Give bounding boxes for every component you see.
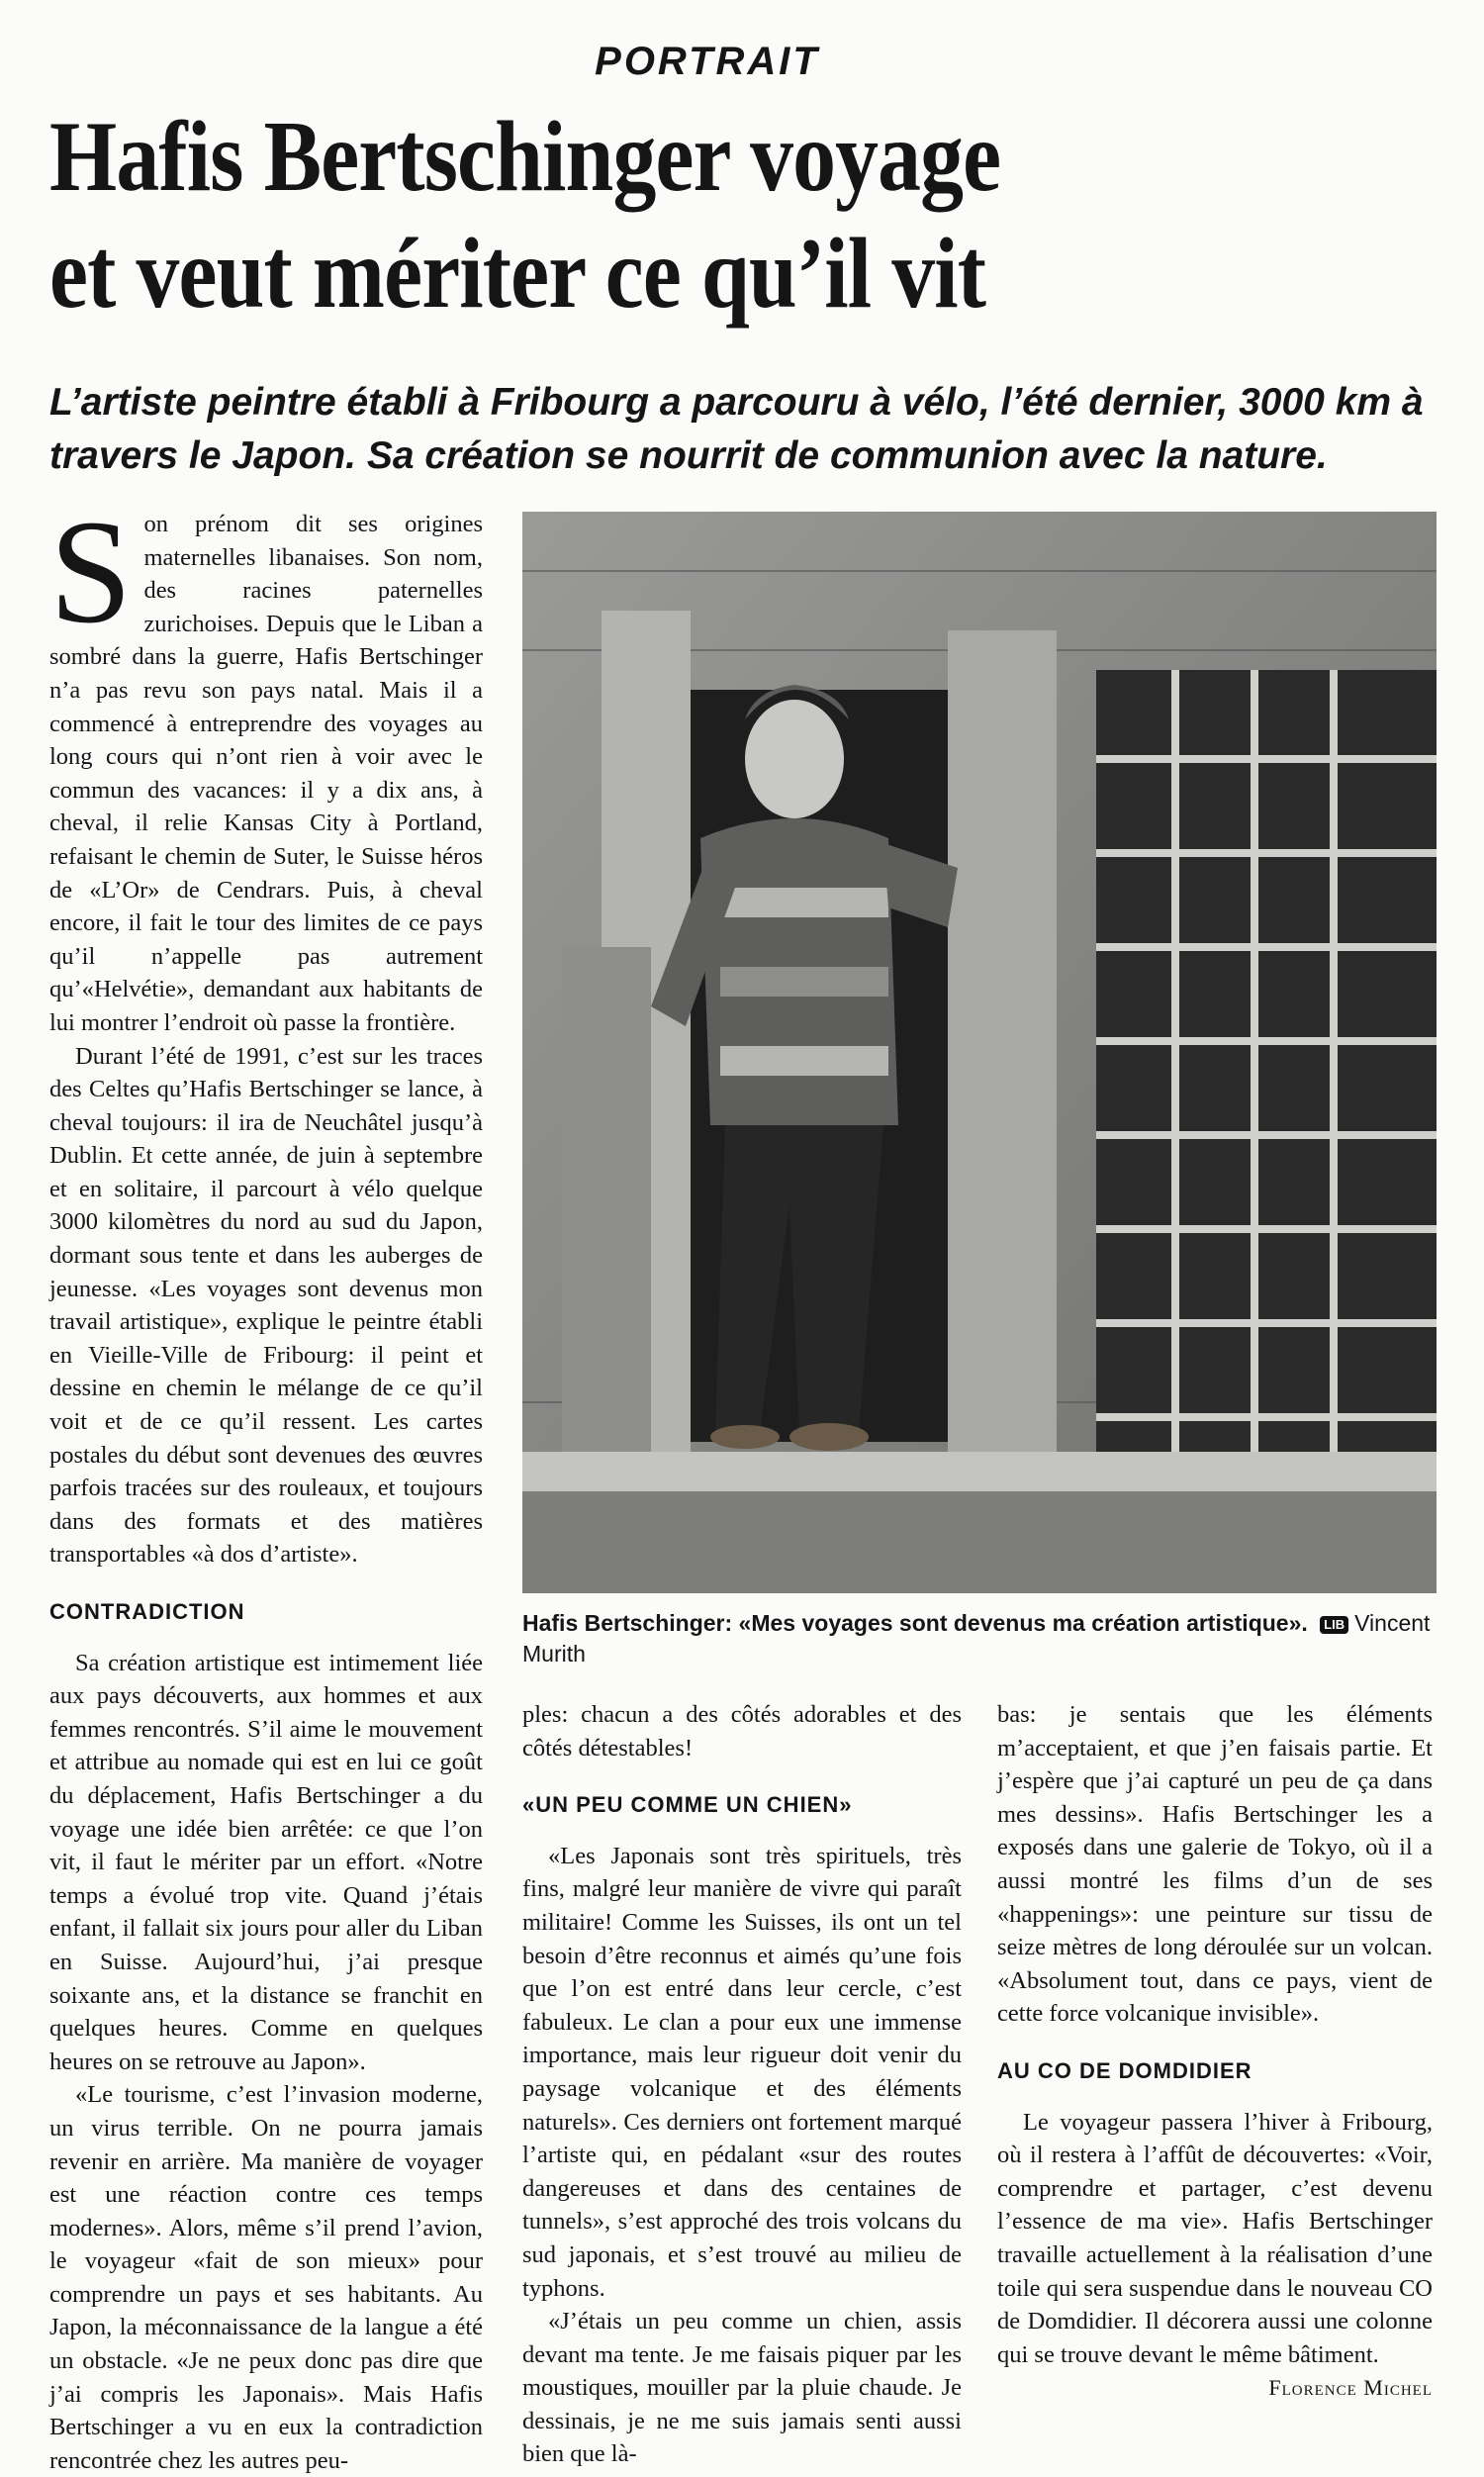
portrait-photo	[522, 512, 1437, 1593]
article-column-3	[997, 1698, 1433, 2371]
subheading: «UN PEU COMME UN CHIEN»	[522, 1792, 853, 1818]
caption-text: Hafis Bertschinger: «Mes voyages sont devenus ma création artistique».	[522, 1610, 1308, 1636]
article-column-1	[49, 490, 483, 2477]
photo-credit: Vincent Murith	[522, 1610, 1431, 1667]
paragraph: bas: je sentais que les éléments m’acceptaient, et que j’en faisais partie. Et j’espère que j’ai capturé un peu de ça dans mes dessins». Hafis Bertschinger les a exposés dans une galerie de Tokyo, où il a aussi montré les films d’un de ses «happenings»: une peinture sur tissu de seize mètres de long déroulée sur un volcan. «Absolument tout, dans ce pays, vient de cette force volcanique invisible».	[997, 1701, 1433, 2028]
photo-caption	[522, 1608, 1437, 1669]
agency-logo: LIB	[1320, 1616, 1348, 1634]
paragraph: Sa création artistique est intimement liée aux pays découverts, aux hommes et aux femmes rencontrés. S’il aime le mouvement et attribue au nomade qui est en lui ce goût du déplacement, Hafis Bertschinger a du voyage une idée bien arrêtée: ce que l’on vit, il faut le mériter par un effort. «Notre temps a évolué trop vite. Quand j’étais enfant, il fallait six jours pour aller du Liban en Suisse. Aujourd’hui, j’ai presque soixante ans, et la distance se franchit en quelques heures. Comme en quelques heures on se retrouve au Japon».	[49, 1649, 483, 2075]
standfirst: L’artiste peintre établi à Fribourg a parcouru à vélo, l’été dernier, 3000 km à travers le Japon. Sa création se nourrit de communion avec la nature.	[49, 381, 1424, 477]
paragraph: Le voyageur passera l’hiver à Fribourg, où il restera à l’affût de découvertes: «Voir, comprendre et partager, c’est devenu l’essence de ma vie». Hafis Bertschinger travaille actuellement à la réalisation d’une toile qui sera suspendue dans le nouveau CO de Domdidier. Il décorera aussi une colonne qui se trouve devant le même bâtiment.	[997, 2108, 1433, 2368]
paragraph-text: on prénom dit ses origines maternelles libanaises. Son nom, des racines paternelles zurichoises. Depuis que le Liban a sombré dans la guerre, Hafis Bertschinger n’a pas revu son pays natal. Mais il a commencé à entreprendre des voyages au long cours qui n’ont rien à voir avec le commun des vacances: il y a dix ans, à cheval, il relie Kansas City à Portland, refaisant le chemin de Suter, le Suisse héros de «L’Or» de Cendrars. Puis, à cheval encore, il fait le tour des limites de ce pays qu’il n’appelle pas autrement qu’«Helvétie», demandant aux habitants de lui montrer l’endroit où passe la frontière.	[49, 511, 483, 1036]
subheading: CONTRADICTION	[49, 1599, 245, 1624]
paragraph: «Les Japonais sont très spirituels, très fins, malgré leur manière de vivre qui paraît militaire! Comme les Suisses, ils ont un tel besoin d’être reconnus et aimés qu’une fois que l’on est entré dans leur cercle, c’est fabuleux. Le clan a pour eux une immense importance, mais leur rigueur doit venir du paysage volcanique et des éléments naturels». Ces derniers ont fortement marqué l’artiste qui, en pédalant «sur des routes dangereuses et dans des centaines de tunnels», s’est approché des trois volcans du sud japonais, et s’est trouvé au milieu de typhons.	[522, 1842, 962, 2302]
paragraph: «J’étais un peu comme un chien, assis devant ma tente. Je me faisais piquer par les moustiques, mouiller par la pluie chaude. Je dessinais, je ne me suis jamais senti aussi bien que là-	[522, 2308, 962, 2468]
author-byline: Florence Michel	[1268, 2375, 1433, 2400]
headline-line-2: et veut mériter ce qu’il vit	[49, 218, 986, 330]
headline-line-1: Hafis Bertschinger voyage	[49, 101, 1001, 213]
subheading: AU CO DE DOMDIDIER	[997, 2057, 1252, 2083]
photo-illustration	[522, 512, 1437, 1593]
paragraph	[49, 490, 483, 1040]
section-kicker: PORTRAIT	[595, 40, 820, 83]
paragraph: Durant l’été de 1991, c’est sur les traces des Celtes qu’Hafis Bertschinger se lance, à cheval toujours: il ira de Neuchâtel jusqu’à Dublin. Et cette année, de juin à septembre et en solitaire, il parcourt à vélo quelque 3000 kilomètres du nord au sud du Japon, dormant sous tente et dans les auberges de jeunesse. «Les voyages sont devenus mon travail artistique», explique le peintre établi en Vieille-Ville de Fribourg: il peint et dessine en chemin le mélange de ce qu’il voit et de ce qu’il ressent. Les cartes postales du début sont devenues des œuvres parfois tracées sur des rouleaux, et toujours dans des formats et des matières transportables «à dos d’artiste».	[49, 1042, 483, 1569]
paragraph: ples: chacun a des côtés adorables et des côtés détestables!	[522, 1701, 962, 1762]
article-column-2	[522, 1698, 962, 2471]
paragraph: «Le tourisme, c’est l’invasion moderne, un virus terrible. On ne pourra jamais revenir en arrière. Ma manière de voyager est une réaction contre ces temps modernes». Alors, même s’il prend l’avion, le voyageur «fait de son mieux» pour comprendre un pays et ses habitants. Au Japon, la méconnaissance de la langue a été un obstacle. «Je ne peux donc pas dire que j’ai compris les Japonais». Mais Hafis Bertschinger a vu en eux la contradiction rencontrée chez les autres peu-	[49, 2081, 483, 2474]
headline	[49, 99, 1224, 333]
drop-cap: S	[49, 490, 133, 654]
